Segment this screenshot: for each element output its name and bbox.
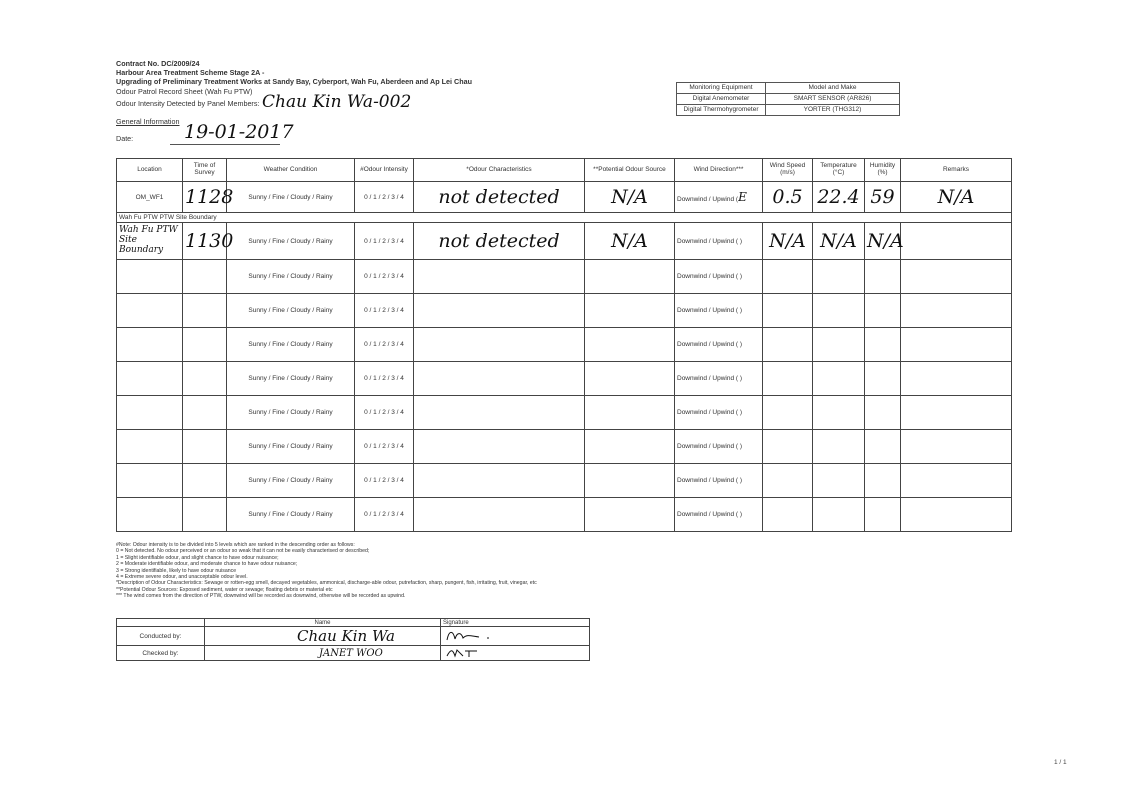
header-source: **Potential Odour Source: [585, 159, 675, 182]
note-line: *Description of Odour Characteristics: Sewage or rotten-egg smell, decayed vegetables, ammonical, discharge-able odour, putrefaction, sharp, pungent, fish, irritating, fruit, vinegar, etc: [116, 580, 537, 587]
cell-intensity: 0 / 1 / 2 / 3 / 4: [355, 182, 414, 213]
note-line: 4 = Extreme severe odour, and unacceptable odour level.: [116, 574, 248, 581]
date-label: Date:: [116, 134, 134, 143]
note-line: 3 = Strong identifiable, likely to have odour nuisance: [116, 567, 237, 574]
works-title: Upgrading of Preliminary Treatment Works at Sandy Bay, Cyberport, Wah Fu, Aberdeen and Ap Lei Chau: [116, 77, 472, 86]
table-row: Sunny / Fine / Cloudy / Rainy 0 / 1 / 2 / 3 / 4 Downwind / Upwind ( ): [117, 498, 1012, 532]
cell-intensity: 0 / 1 / 2 / 3 / 4: [355, 498, 414, 532]
signoff-table: [116, 618, 590, 661]
cell-wind-direction: Downwind / Upwind (: [677, 196, 739, 203]
boundary-label: Wah Fu PTW PTW Site Boundary: [117, 213, 1012, 223]
cell-weather: Sunny / Fine / Cloudy / Rainy: [227, 328, 355, 362]
table-row: [117, 182, 1012, 213]
equipment-name: Digital Anemometer: [677, 94, 766, 105]
table-row: Sunny / Fine / Cloudy / Rainy 0 / 1 / 2 / 3 / 4 Downwind / Upwind ( ): [117, 430, 1012, 464]
cell-wind-direction: Downwind / Upwind (: [677, 237, 739, 245]
header-characteristics: *Odour Characteristics: [414, 159, 585, 182]
cell-wind-speed: N/A: [769, 230, 806, 252]
cell-wind-direction: Downwind / Upwind (: [677, 409, 739, 416]
signature-mark: [443, 646, 503, 658]
header-location: Location: [117, 159, 183, 182]
cell-wind-speed: 0.5: [772, 186, 803, 208]
date-underline: [170, 144, 280, 145]
cell-location: Wah Fu PTW Site Boundary: [119, 225, 178, 255]
cell-intensity: 0 / 1 / 2 / 3 / 4: [355, 223, 414, 260]
checked-signature: [441, 646, 590, 661]
cell-time: 1128: [185, 186, 234, 208]
cell-humidity: 59: [870, 186, 895, 208]
note-line: #Note: Odour intensity is to be divided into 5 levels which are ranked in the descending order as follows:: [116, 542, 355, 548]
model-header: Model and Make: [766, 83, 900, 94]
scheme-title: Harbour Area Treatment Scheme Stage 2A -: [116, 68, 265, 77]
header-wind-direction: Wind Direction***: [675, 159, 763, 182]
date-value: 19-01-2017: [184, 121, 294, 143]
checked-by-label: Checked by:: [117, 646, 205, 661]
table-row: Sunny / Fine / Cloudy / Rainy 0 / 1 / 2 / 3 / 4 Downwind / Upwind ( ): [117, 464, 1012, 498]
cell-intensity: 0 / 1 / 2 / 3 / 4: [355, 430, 414, 464]
cell-characteristics: not detected: [438, 230, 560, 252]
table-row: Wah Fu PTW Site Boundary 1130 Sunny / Fine / Cloudy / Rainy 0 / 1 / 2 / 3 / 4 not detected N/A Downwind / Upwind ( ) N/A N/A N/A: [117, 223, 1012, 260]
cell-weather: Sunny / Fine / Cloudy / Rainy: [227, 430, 355, 464]
cell-wind-direction-hand: E: [738, 190, 747, 204]
header-humidity: Humidity (%): [865, 159, 901, 182]
cell-wind-direction: Downwind / Upwind (: [677, 341, 739, 348]
note-line: 0 = Not detected. No odour perceived or an odour so weak that it can not be easily characterised or described;: [116, 548, 370, 555]
name-header: Name: [205, 619, 441, 627]
panel-members-label: Odour Intensity Detected by Panel Members:: [116, 99, 260, 108]
table-row: Sunny / Fine / Cloudy / Rainy 0 / 1 / 2 / 3 / 4 Downwind / Upwind ( ): [117, 294, 1012, 328]
cell-wind-direction: Downwind / Upwind (: [677, 511, 739, 518]
cell-wind-direction: Downwind / Upwind (: [677, 307, 739, 314]
equipment-table: [676, 82, 900, 116]
boundary-row: [117, 213, 1012, 223]
conducted-by-label: Conducted by:: [117, 627, 205, 646]
cell-weather: Sunny / Fine / Cloudy / Rainy: [227, 396, 355, 430]
table-row: Sunny / Fine / Cloudy / Rainy 0 / 1 / 2 / 3 / 4 Downwind / Upwind ( ): [117, 260, 1012, 294]
header-time: Time of Survey: [183, 159, 227, 182]
header-temperature: Temperature (°C): [813, 159, 865, 182]
checked-by-name: JANET WOO: [319, 647, 383, 659]
signature-mark: [443, 628, 503, 642]
equipment-header: Monitoring Equipment: [677, 83, 766, 94]
cell-weather: Sunny / Fine / Cloudy / Rainy: [227, 498, 355, 532]
cell-weather: Sunny / Fine / Cloudy / Rainy: [227, 182, 355, 213]
cell-temperature: 22.4: [817, 186, 860, 208]
table-row: Sunny / Fine / Cloudy / Rainy 0 / 1 / 2 / 3 / 4 Downwind / Upwind ( ): [117, 396, 1012, 430]
cell-wind-direction: Downwind / Upwind (: [677, 273, 739, 280]
notes-block: [116, 542, 537, 600]
cell-weather: Sunny / Fine / Cloudy / Rainy: [227, 260, 355, 294]
header-wind-speed: Wind Speed (m/s): [763, 159, 813, 182]
header-intensity: #Odour Intensity: [355, 159, 414, 182]
sheet-title: Odour Patrol Record Sheet (Wah Fu PTW): [116, 87, 253, 96]
cell-time: 1130: [185, 230, 234, 252]
panel-member-name: Chau Kin Wa-002: [262, 92, 412, 112]
general-info-label: General Information: [116, 117, 180, 126]
equipment-name: Digital Thermohygrometer: [677, 105, 766, 116]
cell-intensity: 0 / 1 / 2 / 3 / 4: [355, 362, 414, 396]
cell-intensity: 0 / 1 / 2 / 3 / 4: [355, 328, 414, 362]
contract-number: Contract No. DC/2009/24: [116, 59, 200, 68]
signature-header: Signature: [441, 619, 590, 627]
cell-weather: Sunny / Fine / Cloudy / Rainy: [227, 362, 355, 396]
equipment-model: SMART SENSOR (AR826): [766, 94, 900, 105]
note-line: *** The wind comes from the direction of PTW, downwind will be recorded as downwind, otherwise will be recorded as upwind.: [116, 593, 406, 600]
note-line: **Potential Odour Sources: Exposed sediment, water or sewage; floating debris or material etc: [116, 586, 333, 593]
conducted-by-name: Chau Kin Wa: [297, 627, 395, 645]
cell-source: N/A: [611, 186, 648, 208]
note-line: 1 = Slight identifiable odour, and slight chance to have odour nuisance;: [116, 554, 279, 561]
cell-intensity: 0 / 1 / 2 / 3 / 4: [355, 294, 414, 328]
cell-wind-direction: Downwind / Upwind (: [677, 443, 739, 450]
cell-intensity: 0 / 1 / 2 / 3 / 4: [355, 396, 414, 430]
cell-wind-direction: Downwind / Upwind (: [677, 477, 739, 484]
note-line: 2 = Moderate identifiable odour, and moderate chance to have odour nuisance;: [116, 561, 298, 568]
conducted-signature: [441, 627, 590, 646]
equipment-model: YORTER (THG312): [766, 105, 900, 116]
table-row: Sunny / Fine / Cloudy / Rainy 0 / 1 / 2 / 3 / 4 Downwind / Upwind ( ): [117, 362, 1012, 396]
cell-intensity: 0 / 1 / 2 / 3 / 4: [355, 464, 414, 498]
table-header-row: [117, 159, 1012, 182]
page-number: 1 / 1: [1054, 759, 1067, 766]
cell-weather: Sunny / Fine / Cloudy / Rainy: [227, 294, 355, 328]
cell-intensity: 0 / 1 / 2 / 3 / 4: [355, 260, 414, 294]
cell-weather: Sunny / Fine / Cloudy / Rainy: [227, 223, 355, 260]
cell-weather: Sunny / Fine / Cloudy / Rainy: [227, 464, 355, 498]
cell-characteristics: not detected: [438, 186, 560, 208]
cell-location: OM_WF1: [117, 182, 183, 213]
cell-temperature: N/A: [820, 230, 857, 252]
header-remarks: Remarks: [901, 159, 1012, 182]
odour-patrol-table: [116, 158, 1012, 532]
cell-humidity: N/A: [867, 230, 904, 252]
cell-source: N/A: [611, 230, 648, 252]
table-row: Sunny / Fine / Cloudy / Rainy 0 / 1 / 2 / 3 / 4 Downwind / Upwind ( ): [117, 328, 1012, 362]
header-weather: Weather Condition: [227, 159, 355, 182]
cell-wind-direction: Downwind / Upwind (: [677, 375, 739, 382]
cell-remarks: N/A: [937, 186, 975, 208]
